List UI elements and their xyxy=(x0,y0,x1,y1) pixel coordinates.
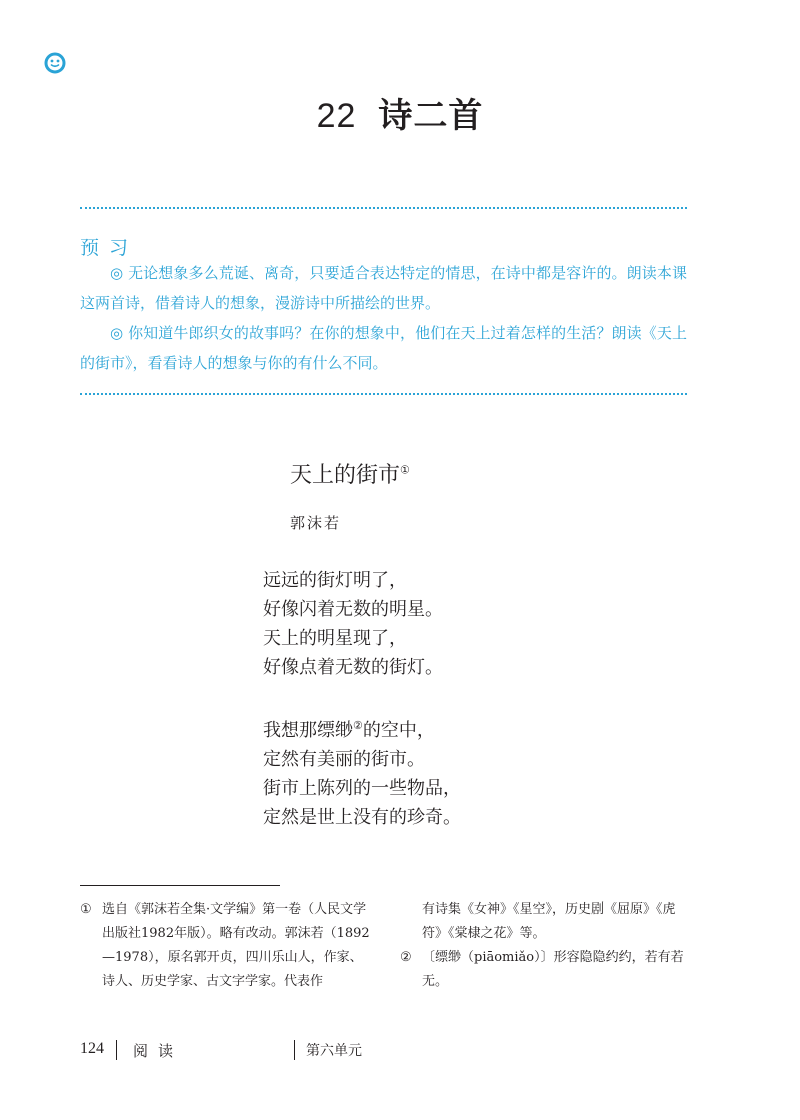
footnote-2-text: 〔缥缈（piāomiǎo）〕形容隐隐约约，若有若无。 xyxy=(422,950,684,989)
footnote-2-mark: ② xyxy=(400,950,412,965)
poem-line: 天上的明星现了， xyxy=(263,628,407,649)
poem-title xyxy=(290,458,410,489)
poem-line-part: 的空中， xyxy=(362,720,435,741)
preview-paragraph: ◎ 你知道牛郎织女的故事吗？在你的想象中，他们在天上过着怎样的生活？朗读《天上的街市》，看看诗人的想象与你的有什么不同。 xyxy=(80,324,687,372)
footnotes-left-column xyxy=(80,898,375,994)
poem-stanza-2 xyxy=(263,711,461,832)
preview-heading: 预习 xyxy=(80,237,139,259)
footnote-2 xyxy=(400,946,690,994)
poem-line: 好像点着无数的街灯。 xyxy=(263,657,443,678)
footnote-ref-2: ② xyxy=(353,719,363,732)
preview-bottom-divider xyxy=(80,393,687,395)
footer-divider xyxy=(294,1040,295,1060)
poem-line xyxy=(263,711,461,745)
footnote-1-continued-text: 有诗集《女神》《星空》，历史剧《屈原》《虎符》《棠棣之花》等。 xyxy=(422,902,676,941)
poem-line-part: 我想那缥缈 xyxy=(263,720,353,741)
preview-top-divider xyxy=(80,207,687,209)
poem-body xyxy=(263,566,461,861)
poem-line: 好像闪着无数的明星。 xyxy=(263,599,443,620)
smile-face-icon xyxy=(44,52,66,74)
section-label: 阅读 xyxy=(133,1042,184,1060)
lesson-number: 22 xyxy=(316,97,357,135)
poem-stanza-1 xyxy=(263,566,461,682)
footnote-1-mark: ① xyxy=(80,902,92,917)
footer-divider xyxy=(116,1040,117,1060)
lesson-name: 诗二首 xyxy=(378,96,484,136)
footnote-ref-1: ① xyxy=(400,463,410,477)
poem-line: 定然有美丽的街市。 xyxy=(263,749,425,770)
lesson-title xyxy=(0,88,800,137)
poem-line: 远远的街灯明了， xyxy=(263,570,407,591)
poem-line: 街市上陈列的一些物品， xyxy=(263,778,461,799)
footnote-1-continued xyxy=(400,898,690,946)
unit-label: 第六单元 xyxy=(306,1043,362,1059)
poem-title-text: 天上的街市 xyxy=(290,463,401,488)
footnote-rule xyxy=(80,885,280,886)
preview-body xyxy=(80,258,687,378)
page-number: 124 xyxy=(80,1040,104,1057)
footnote-1-text: 选自《郭沫若全集·文学编》第一卷（人民文学出版社1982年版）。略有改动。郭沫若（1892—1978），原名郭开贞，四川乐山人，作家、诗人、历史学家、古文字学家。代表作 xyxy=(102,902,370,989)
poem-line: 定然是世上没有的珍奇。 xyxy=(263,807,461,828)
footnotes-right-column xyxy=(400,898,690,994)
footnote-1 xyxy=(80,898,375,994)
poem-author: 郭沫若 xyxy=(290,514,342,532)
preview-paragraph: ◎ 无论想象多么荒诞、离奇，只要适合表达特定的情思，在诗中都是容许的。朗读本课这两首诗，借着诗人的想象，漫游诗中所描绘的世界。 xyxy=(80,264,687,312)
